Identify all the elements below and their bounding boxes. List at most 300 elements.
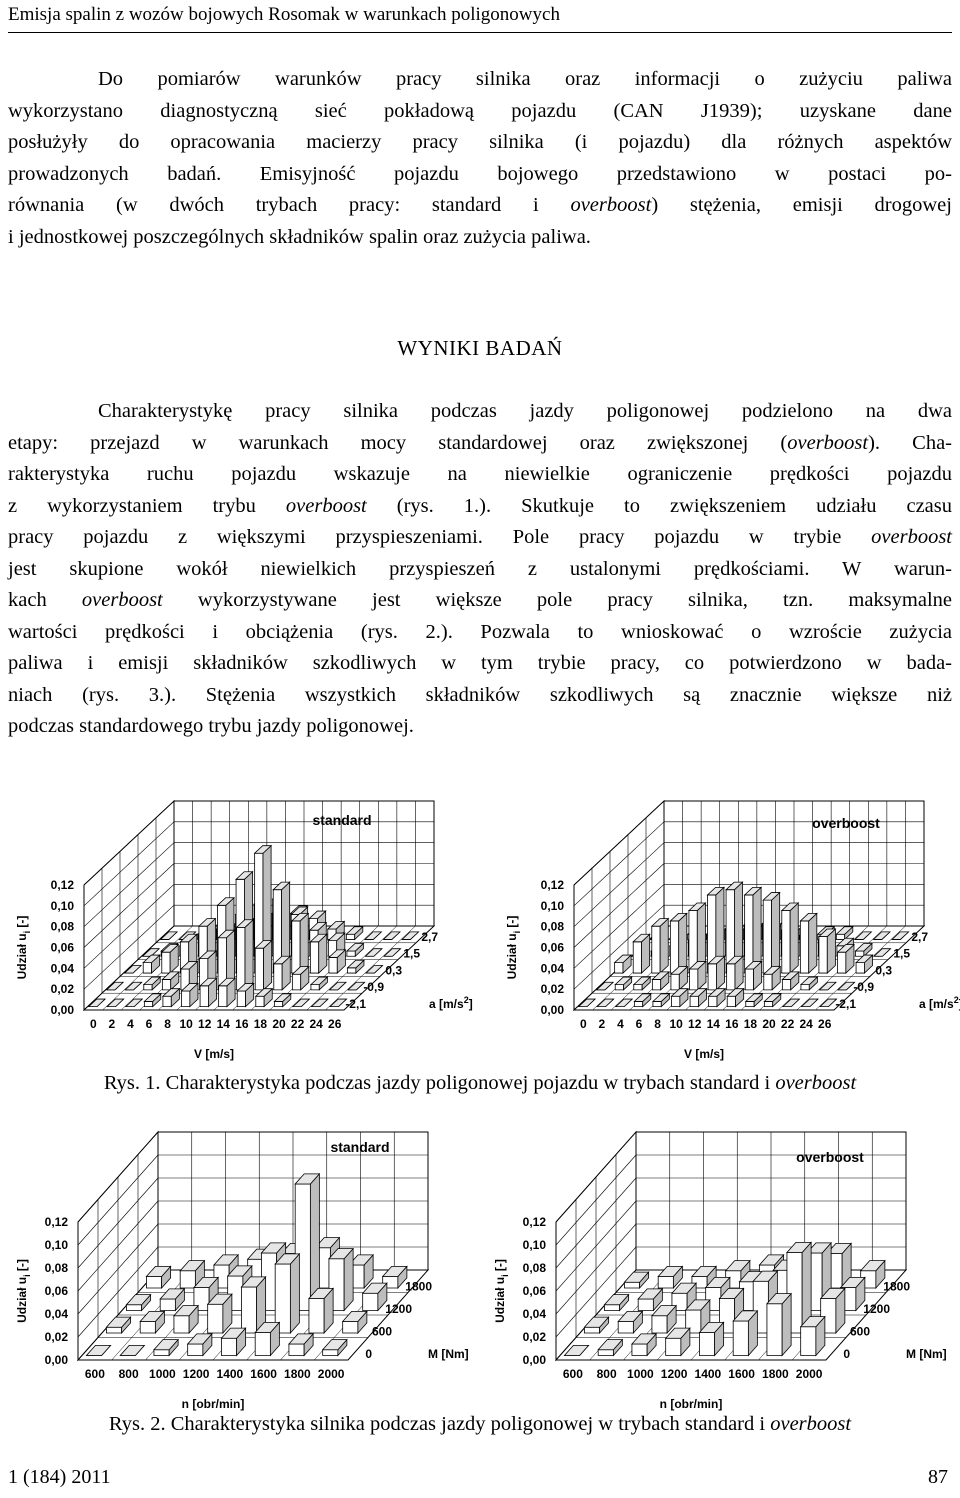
bar [275, 1254, 299, 1333]
bar-front [200, 986, 208, 1007]
intro-paragraph-line [8, 190, 952, 222]
section-title: WYNIKI BADAŃ [397, 336, 563, 360]
bar-front [745, 895, 753, 973]
text-run: z wykorzystaniem trybu [8, 494, 286, 517]
text-run: kach [8, 589, 82, 611]
z-tick-label: 2,7 [911, 929, 928, 944]
y-tick-label: 0,10 [44, 1238, 68, 1252]
text-run: Do pomiarów warunków pracy silnika oraz informacji o zużyciu paliwa [98, 68, 952, 90]
bar-front [323, 1350, 338, 1356]
bar-front [652, 926, 660, 973]
figure2-chart-overboost [490, 1130, 952, 1410]
results-paragraph-line [8, 459, 952, 491]
figure2-overboost-svg [490, 1130, 952, 1410]
z-tick-label: 1200 [385, 1302, 412, 1316]
results-paragraph-line [8, 585, 952, 617]
z-tick-label: 0,3 [875, 963, 892, 978]
figure2-caption-italic: overboost [770, 1413, 852, 1435]
bar-side [790, 903, 798, 973]
bar-side [679, 913, 687, 973]
bar [800, 913, 816, 973]
y-tick-label: 0,04 [50, 961, 74, 976]
x-tick-label: 20 [272, 1017, 286, 1031]
bar-front [819, 937, 827, 973]
bar-front [658, 1277, 673, 1289]
x-tick-label: 22 [290, 1017, 305, 1031]
bar-side [344, 1249, 353, 1311]
bar-front [672, 996, 680, 1006]
y-axis-label [505, 916, 522, 980]
results-paragraph-line [8, 396, 952, 428]
z-tick-label: 600 [849, 1324, 870, 1339]
bar-front [343, 1322, 358, 1334]
bar-front [241, 1287, 256, 1333]
bar-front [800, 921, 808, 973]
x-tick-label: 6 [635, 1017, 643, 1031]
bar-front [836, 934, 844, 939]
y-tick-label: 0,12 [540, 878, 564, 892]
bar [292, 913, 308, 973]
y-tick-label: 0,02 [50, 982, 74, 997]
bar-front [801, 985, 809, 990]
y-axis-label-text: Udział u [15, 933, 29, 980]
bar-front [219, 986, 227, 1007]
bar-front [634, 1001, 642, 1006]
bar-front [764, 1001, 772, 1006]
intro-paragraph-line [8, 64, 952, 96]
bar-side [300, 913, 308, 973]
x-tick-label: 1200 [660, 1367, 688, 1381]
text-run: etapy: przejazd w warunkach mocy standardowej oraz zwiększonej ( [8, 431, 788, 454]
figure2-caption-text: Rys. 2. Charakterystyka silnika podczas jazdy poligonowej w trybach standard i [108, 1413, 771, 1435]
y-axis-label [15, 1259, 32, 1323]
bar-front [634, 985, 642, 990]
z-axis-label-end: ] [468, 997, 473, 1011]
bar-front [255, 1333, 270, 1356]
bar-front [237, 927, 245, 990]
results-paragraph-line [8, 617, 952, 649]
text-run: (rys. 1.). Skutkuje to zwiększeniem udziału czasu [366, 494, 952, 517]
z-tick-label: 0 [843, 1347, 850, 1361]
bar-front [745, 969, 753, 990]
bar [727, 956, 743, 990]
results-paragraph-line [8, 554, 952, 586]
x-tick-label: 1400 [694, 1367, 722, 1381]
x-tick-label: 4 [617, 1017, 624, 1031]
bar-side [245, 920, 253, 990]
bar-front [221, 1338, 236, 1355]
bar-front [633, 942, 641, 973]
bar [274, 956, 290, 990]
y-axis-label-unit: [-] [15, 915, 29, 931]
bar-front [256, 996, 264, 1006]
bar-front [764, 974, 772, 990]
x-tick-label: 10 [179, 1017, 193, 1031]
z-tick-label: -0,9 [853, 980, 874, 995]
text-run: prowadzonych badań. Emisyjność pojazdu bojowego przedstawiono w postaci po- [8, 162, 952, 185]
text-run: i jednostkowej poszczególnych składników spalin oraz zużycia paliwa. [8, 225, 591, 248]
bar-front [329, 957, 337, 973]
y-tick-label: 0,00 [44, 1353, 68, 1367]
bar-front [289, 1344, 304, 1356]
x-tick-label: 4 [127, 1017, 134, 1031]
bar-front [346, 934, 354, 939]
y-axis-label-text: Udział u [505, 933, 519, 980]
footer-issue: 1 (184) 2011 [8, 1466, 111, 1488]
z-axis-label-text: M [Nm] [428, 1347, 469, 1361]
bar-front [801, 1327, 816, 1356]
bar-front [652, 979, 660, 989]
x-axis-label: V [m/s] [193, 1047, 235, 1061]
x-tick-label: 800 [596, 1367, 617, 1381]
bar [801, 1317, 825, 1356]
z-tick-label: 1800 [405, 1279, 432, 1294]
results-paragraph [8, 396, 952, 743]
bar-front [666, 1338, 681, 1355]
x-axis-label: n [obr/min] [659, 1397, 723, 1411]
bar-front [255, 948, 263, 990]
text-run: pracy pojazdu z większymi przyspieszeniami. Pole pracy pojazdu w trybie [8, 526, 872, 548]
x-tick-label: 1600 [250, 1367, 277, 1381]
bar-front [126, 1305, 141, 1311]
bar-front [292, 921, 300, 973]
x-tick-label: 600 [562, 1367, 583, 1381]
bar-front [746, 1001, 754, 1006]
figure1-standard-svg [12, 800, 472, 1065]
bar-front [856, 963, 864, 973]
bar [733, 1311, 757, 1356]
z-axis-label-text: M [Nm] [906, 1347, 947, 1361]
y-axis-label-sub: i [500, 1274, 510, 1277]
bar-front [598, 1350, 613, 1356]
y-tick-label: 0,12 [50, 878, 74, 892]
y-tick-label: 0,00 [522, 1353, 546, 1367]
y-tick-label: 0,02 [522, 1330, 546, 1344]
bar [652, 919, 668, 973]
z-axis-label [919, 995, 960, 1011]
bar-front [638, 1299, 653, 1311]
bar-front [690, 969, 698, 990]
footer-page-number: 87 [928, 1466, 948, 1488]
bar-side [264, 941, 272, 990]
bar-side [753, 887, 761, 973]
z-axis-label-text: a [m/s [919, 997, 954, 1011]
text-run: niach (rys. 3.). Stężenia wszystkich składników szkodliwych są znacznie większe niż [8, 683, 952, 706]
bar-front [709, 996, 717, 1006]
bar-front [208, 1304, 223, 1333]
bar-front [292, 974, 300, 990]
text-run: równania (w dwóch trybach pracy: standard i [8, 194, 571, 216]
x-tick-label: 1600 [728, 1367, 755, 1381]
intro-paragraph-line [8, 96, 952, 128]
bar-side [782, 1294, 791, 1356]
z-tick-label: 1800 [883, 1279, 910, 1294]
x-tick-label: 18 [743, 1017, 758, 1031]
y-tick-label: 0,06 [44, 1284, 68, 1298]
y-axis-label-text: Udział u [493, 1276, 507, 1323]
figure1-chart-overboost [502, 800, 958, 1065]
text-run: jest skupione wokół niewielkich przyspieszeń z ustalonymi prędkościami. W warun- [8, 557, 952, 580]
bar-front [174, 1316, 189, 1333]
y-tick-label: 0,04 [44, 1307, 68, 1321]
x-tick-label: 22 [780, 1017, 795, 1031]
bar [237, 920, 253, 990]
y-axis-label [15, 916, 32, 980]
mode-label: overboost [796, 1149, 864, 1165]
results-paragraph-line [8, 428, 952, 460]
results-paragraph-line [8, 711, 952, 743]
y-tick-label: 0,06 [50, 940, 74, 955]
y-tick-label: 0,08 [50, 919, 74, 934]
bar-front [309, 1299, 324, 1334]
z-axis-label [429, 995, 473, 1011]
x-tick-label: 10 [669, 1017, 683, 1031]
intro-paragraph [8, 64, 952, 253]
bar-front [782, 979, 790, 989]
bar-side [772, 893, 780, 973]
running-title: Emisja spalin z wozów bojowych Rosomak w warunkach poligonowych [8, 4, 560, 25]
x-tick-label: 24 [799, 1017, 813, 1031]
bar-front [106, 1327, 121, 1333]
intro-paragraph-line [8, 222, 952, 254]
figure1-caption [0, 1072, 960, 1095]
x-tick-label: 1800 [762, 1367, 789, 1381]
z-axis-label-sup: 2 [953, 995, 959, 1005]
bar-front [144, 1001, 152, 1006]
bar-front [624, 1282, 639, 1288]
bar [708, 956, 724, 990]
x-tick-label: 12 [198, 1017, 212, 1031]
x-tick-label: 24 [309, 1017, 323, 1031]
bar-front [856, 951, 864, 956]
y-tick-label: 0,04 [540, 961, 564, 976]
z-tick-label: 1,5 [893, 946, 910, 961]
intro-paragraph-line [8, 159, 952, 191]
x-tick-label: 800 [118, 1367, 139, 1381]
x-tick-label: 2000 [317, 1367, 345, 1381]
bar [633, 934, 649, 973]
bar [309, 1288, 333, 1333]
bar-front [708, 964, 716, 990]
x-tick-label: 1200 [182, 1367, 210, 1381]
bar-front [615, 985, 623, 990]
z-tick-label: 2,7 [421, 929, 438, 944]
x-tick-label: 0 [89, 1017, 97, 1031]
x-tick-label: 1800 [284, 1367, 311, 1381]
y-tick-label: 0,12 [44, 1215, 68, 1229]
bar-front [143, 963, 151, 973]
z-tick-label: 600 [371, 1324, 392, 1339]
x-tick-label: 12 [688, 1017, 702, 1031]
italic-term: overboost [570, 194, 652, 216]
bar-front [604, 1305, 619, 1311]
bar-front [652, 1316, 667, 1333]
x-tick-label: 0 [579, 1017, 587, 1031]
results-paragraph-line [8, 491, 952, 523]
results-paragraph-line [8, 522, 952, 554]
y-tick-label: 0,10 [540, 898, 564, 913]
z-tick-label: -0,9 [363, 980, 384, 995]
bar-side [660, 919, 668, 973]
italic-term: overboost [285, 494, 367, 517]
figure1-caption-italic: overboost [775, 1072, 857, 1094]
text-run: podczas standardowego trybu jazdy poligonowej. [8, 715, 414, 737]
z-axis-label [428, 1347, 469, 1361]
y-tick-label: 0,08 [522, 1261, 546, 1275]
y-axis-label-sub: i [22, 930, 32, 934]
y-axis-label-text: Udział u [15, 1276, 29, 1323]
text-run: posłużyły do opracowania macierzy pracy silnika (i pojazdu) dla różnych aspektów [8, 131, 952, 153]
x-tick-label: 6 [145, 1017, 153, 1031]
bar-front [690, 996, 698, 1006]
italic-term: overboost [81, 589, 163, 611]
bar-front [180, 1271, 195, 1288]
text-run: ). Cha- [868, 431, 953, 454]
x-tick-label: 20 [762, 1017, 776, 1031]
bar-front [782, 911, 790, 974]
bar-front [727, 964, 735, 990]
bar-front [311, 985, 319, 990]
bar-front [838, 952, 846, 973]
bar-front [584, 1327, 599, 1333]
x-tick-label: 2 [108, 1017, 116, 1031]
x-tick-label: 16 [725, 1017, 739, 1031]
bar-front [162, 979, 170, 989]
bar-front [670, 921, 678, 973]
figure2-standard-svg [12, 1130, 472, 1410]
bar [763, 893, 779, 973]
results-paragraph-line [8, 680, 952, 712]
x-tick-label: 1400 [216, 1367, 244, 1381]
bar-front [140, 1322, 155, 1334]
bar-front [615, 963, 623, 973]
text-run: paliwa i emisji składników szkodliwych w tym trybie pracy, co potwierdzono w bada- [8, 652, 952, 674]
results-paragraph-line [8, 648, 952, 680]
bar-front [144, 985, 152, 990]
z-tick-label: 0,3 [385, 963, 402, 978]
x-tick-label: 8 [164, 1017, 171, 1031]
bar [819, 929, 835, 973]
y-tick-label: 0,08 [540, 919, 564, 934]
italic-term: overboost [787, 431, 869, 454]
bar-front [182, 991, 190, 1007]
figure2-caption [0, 1413, 960, 1436]
bar-front [632, 1344, 647, 1356]
y-tick-label: 0,12 [522, 1215, 546, 1229]
z-tick-label: -2,1 [835, 997, 856, 1011]
y-axis-label-sub: i [22, 1274, 32, 1277]
x-tick-label: 18 [253, 1017, 268, 1031]
bar-front [727, 996, 735, 1006]
text-run: rakterystyka ruchu pojazdu wskazuje na niewielkie ograniczenie prędkości pojazdu [8, 463, 952, 485]
x-tick-label: 26 [328, 1017, 342, 1031]
bar-front [348, 968, 356, 973]
bar-front [188, 1344, 203, 1356]
text-run: wartości prędkości i obciążenia (rys. 2.). Pozwala to wnioskować o wzroście zużycia [8, 620, 952, 643]
x-tick-label: 16 [235, 1017, 249, 1031]
y-axis-label [493, 1259, 510, 1323]
mode-label: overboost [812, 815, 880, 831]
y-tick-label: 0,02 [540, 982, 564, 997]
z-axis-label-sup: 2 [463, 995, 469, 1005]
x-tick-label: 600 [84, 1367, 105, 1381]
x-tick-label: 14 [706, 1017, 720, 1031]
y-axis-label-unit: [-] [505, 915, 519, 931]
x-tick-label: 2 [598, 1017, 606, 1031]
z-tick-label: 0 [365, 1347, 372, 1361]
bar-front [671, 974, 679, 990]
y-tick-label: 0,08 [44, 1261, 68, 1275]
bar [255, 941, 271, 990]
bar [782, 903, 798, 973]
bar-front [763, 900, 771, 973]
figure1-chart-standard [12, 800, 472, 1065]
figure1-overboost-svg [502, 800, 958, 1065]
text-run: ) stężenia, emisji drogowej [651, 194, 952, 216]
x-tick-label: 26 [818, 1017, 832, 1031]
z-tick-label: 1200 [863, 1302, 890, 1316]
bar-front [653, 1001, 661, 1006]
text-run: wykorzystywane jest większe pole pracy silnika, tzn. maksymalne [162, 589, 952, 611]
text-run: Charakterystykę pracy silnika podczas jazdy poligonowej podzielono na dwa [98, 400, 952, 422]
x-tick-label: 14 [216, 1017, 230, 1031]
mode-label: standard [312, 812, 372, 828]
y-tick-label: 0,02 [44, 1330, 68, 1344]
y-axis-label-unit: [-] [15, 1259, 29, 1275]
y-tick-label: 0,10 [522, 1238, 546, 1252]
y-tick-label: 0,00 [540, 1003, 564, 1017]
y-tick-label: 0,04 [522, 1307, 546, 1321]
bar [310, 934, 326, 973]
x-tick-label: 1000 [149, 1367, 176, 1381]
bar [745, 887, 761, 973]
bar-front [162, 952, 170, 973]
y-tick-label: 0,00 [50, 1003, 74, 1017]
z-tick-label: 1,5 [403, 946, 420, 961]
bar-front [274, 964, 282, 990]
bar-side [290, 1254, 299, 1333]
bar-front [154, 1350, 169, 1356]
bar-front [310, 942, 318, 973]
running-header [8, 2, 952, 33]
text-run: wykorzystano diagnostyczną sieć pokładową pojazdu (CAN J1939); uzyskane dane [8, 99, 952, 122]
bar-side [809, 913, 817, 973]
z-tick-label: -2,1 [345, 997, 366, 1011]
bar [670, 913, 686, 973]
bar [208, 1294, 232, 1333]
bar-front [347, 951, 355, 956]
y-axis-label-unit: [-] [493, 1259, 507, 1275]
x-axis-label: V [m/s] [683, 1047, 725, 1061]
intro-paragraph-line [8, 127, 952, 159]
figure2-chart-standard [12, 1130, 472, 1410]
x-tick-label: 8 [654, 1017, 661, 1031]
bar-front [363, 1293, 378, 1310]
x-axis-label: n [obr/min] [181, 1397, 245, 1411]
mode-label: standard [330, 1139, 390, 1155]
z-axis-label [906, 1347, 947, 1361]
bar-front [618, 1322, 633, 1334]
y-tick-label: 0,06 [522, 1284, 546, 1298]
y-tick-label: 0,06 [540, 940, 564, 955]
y-axis-label-sub: i [512, 930, 522, 934]
x-tick-label: 2000 [795, 1367, 823, 1381]
bar-front [146, 1277, 161, 1289]
figure1-caption-text: Rys. 1. Charakterystyka podczas jazdy poligonowej pojazdu w trybach standard i [103, 1072, 776, 1094]
bar-front [767, 1304, 782, 1356]
bar-front [160, 1299, 175, 1311]
bar-front [163, 996, 171, 1006]
